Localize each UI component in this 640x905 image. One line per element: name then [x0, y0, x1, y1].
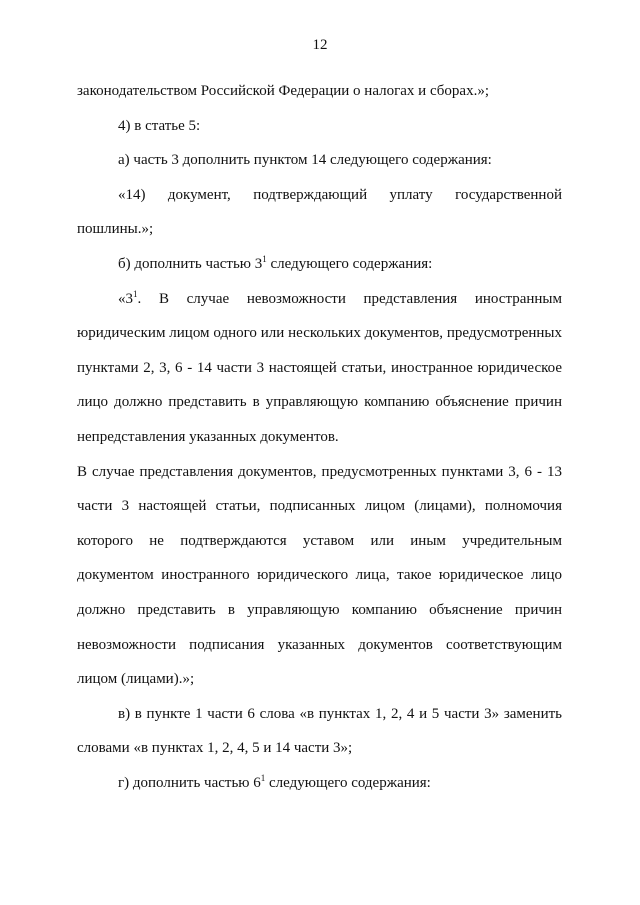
page-number: 12: [312, 37, 328, 53]
paragraph-point-14: «14) документ, подтверждающий уплату государственной пошлины.»;: [77, 186, 562, 238]
document-body: [77, 74, 562, 800]
paragraph-item-v: в) в пункте 1 части 6 слова «в пунктах 1, 2, 4 и 5 части 3» заменить словами «в пунктах 1, 2, 4, 5 и 14 части 3»;: [77, 705, 562, 757]
paragraph-continuation: законодательством Российской Федерации о налогах и сборах.»;: [77, 83, 489, 99]
paragraph-item-g: [77, 766, 562, 801]
paragraph-documents-signing: В случае представления документов, предусмотренных пунктами 3, 6 - 13 части 3 настоящей статьи, подписанных лицом (лицами), полномочия которого не подтверждаются уставом или иным учредительным документом иностранного юридического лица, такое юридическое лицо должно представить в управляющую компанию объяснение причин невозможности подписания указанных документов соответствующим лицом (лицами).»;: [77, 463, 562, 688]
paragraph-item-b: [77, 247, 562, 282]
superscript: 1: [260, 772, 266, 783]
superscript: 1: [133, 288, 138, 299]
paragraph-item-b-tail: следующего содержания:: [266, 255, 433, 272]
paragraph-item-b-text: б) дополнить частью 3: [118, 255, 263, 272]
paragraph-item-g-tail: следующего содержания:: [265, 774, 431, 791]
paragraph-part-3-1-text: «3: [118, 290, 133, 307]
paragraph-part-3-1-tail: . В случае невозможности представления иностранным юридическим лицом одного или нескольких документов, предусмотренных пунктами 2, 3, 6 - 14 части 3 настоящей статьи, иностранное юридическое лицо должно представить в управляющую компанию объяснение причин непредставления указанных документов.: [77, 290, 562, 445]
paragraph-article-5: 4) в статье 5:: [118, 117, 201, 134]
superscript: 1: [262, 253, 267, 264]
paragraph-item-g-text: г) дополнить частью 6: [118, 774, 261, 791]
paragraph-item-a: а) часть 3 дополнить пунктом 14 следующего содержания:: [118, 152, 492, 169]
paragraph-part-3-1: [77, 282, 562, 455]
